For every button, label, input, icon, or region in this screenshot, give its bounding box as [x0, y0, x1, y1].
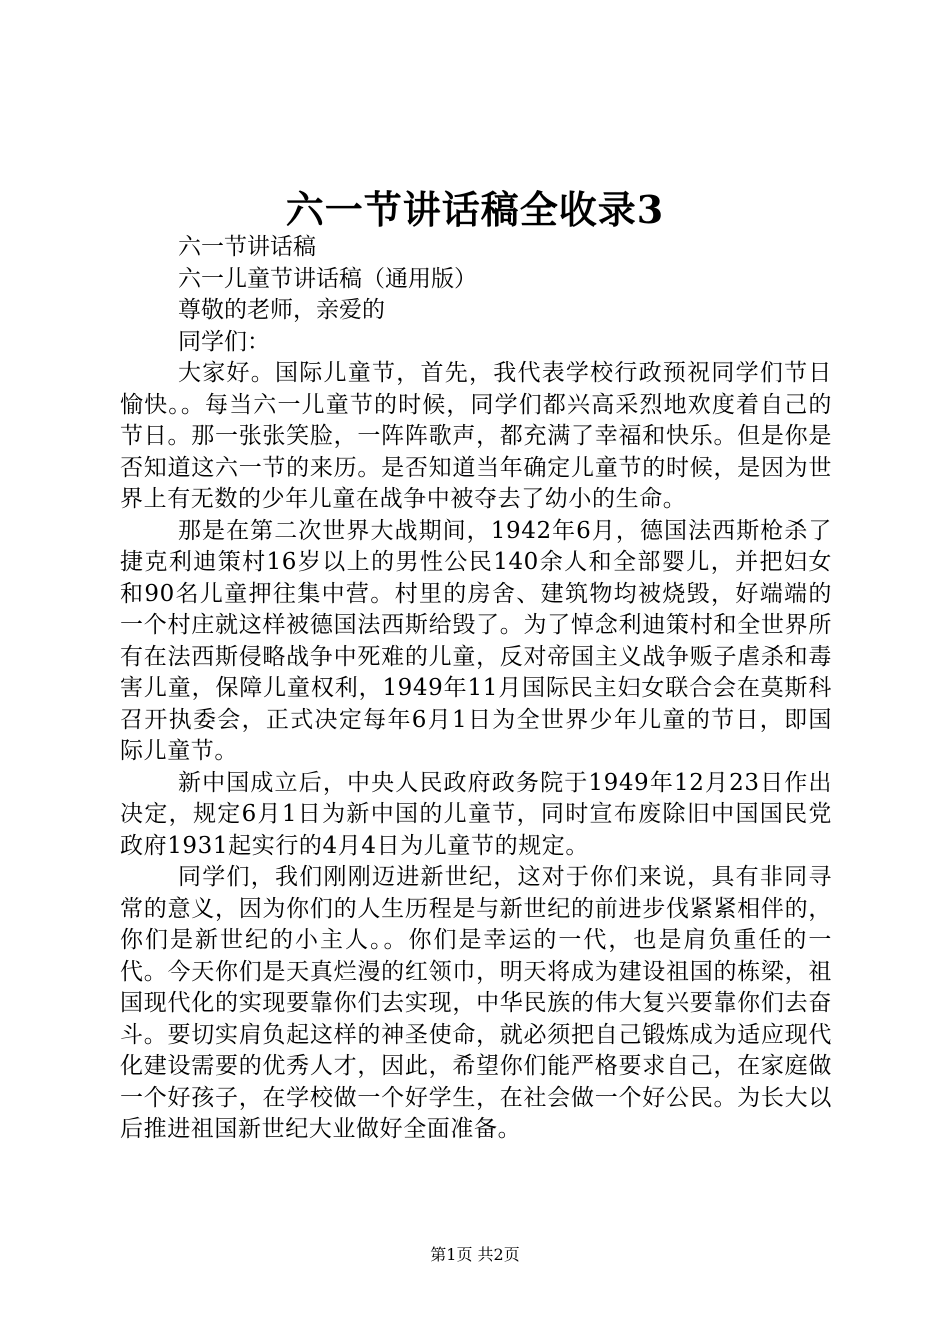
page-footer: 第1页 共2页 — [430, 1245, 520, 1264]
body-paragraph: 新中国成立后，中央人民政府政务院于1949年12月23日作出决定，规定6月1日为新中国的儿童节，同时宣布废除旧中国国民党政府1931起实行的4月4日为儿童节的规定。 — [120, 769, 832, 859]
subtitle-line: 六一儿童节讲话稿（通用版） — [178, 265, 477, 292]
document-title: 六一节讲话稿全收录3 — [285, 187, 665, 232]
body-paragraph: 大家好。国际儿童节，首先，我代表学校行政预祝同学们节日愉快。。每当六一儿童节的时候，同学们都兴高采烈地欢度着自己的节日。那一张张笑脸，一阵阵歌声，都充满了幸福和快乐。但是你是否知道这六一节的来历。是否知道当年确定儿童节的时候，是因为世界上有无数的少年儿童在战争中被夺去了幼小的生命。 — [120, 360, 832, 512]
salutation-line: 同学们： — [178, 328, 270, 355]
subtitle-line: 六一节讲话稿 — [178, 234, 316, 260]
body-paragraph: 那是在第二次世界大战期间，1942年6月，德国法西斯枪杀了捷克利迪策村16岁以上的男性公民140余人和全部婴儿，并把妇女和90名儿童押往集中营。村里的房舍、建筑物均被烧毁，好端端的一个村庄就这样被德国法西斯给毁了。为了悼念利迪策村和全世界所有在法西斯侵略战争中死难的儿童，反对帝国主义战争贩子虐杀和毒害儿童，保障儿童权利，1949年11月国际民主妇女联合会在莫斯科召开执委会，正式决定每年6月1日为全世界少年儿童的节日，即国际儿童节。 — [120, 517, 832, 764]
salutation-line: 尊敬的老师，亲爱的 — [178, 297, 385, 323]
document-body — [120, 232, 832, 1146]
body-paragraph: 同学们，我们刚刚迈进新世纪，这对于你们来说，具有非同寻常的意义，因为你们的人生历程是与新世纪的前进步伐紧紧相伴的，你们是新世纪的小主人。。你们是幸运的一代，也是肩负重任的一代。今天你们是天真烂漫的红领巾，明天将成为建设祖国的栋梁，祖国现代化的实现要靠你们去实现，中华民族的伟大复兴要靠你们去奋斗。要切实肩负起这样的神圣使命，就必须把自己锻炼成为适应现代化建设需要的优秀人才，因此，希望你们能严格要求自己，在家庭做一个好孩子，在学校做一个好学生，在社会做一个好公民。为长大以后推进祖国新世纪大业做好全面准备。 — [120, 864, 832, 1142]
